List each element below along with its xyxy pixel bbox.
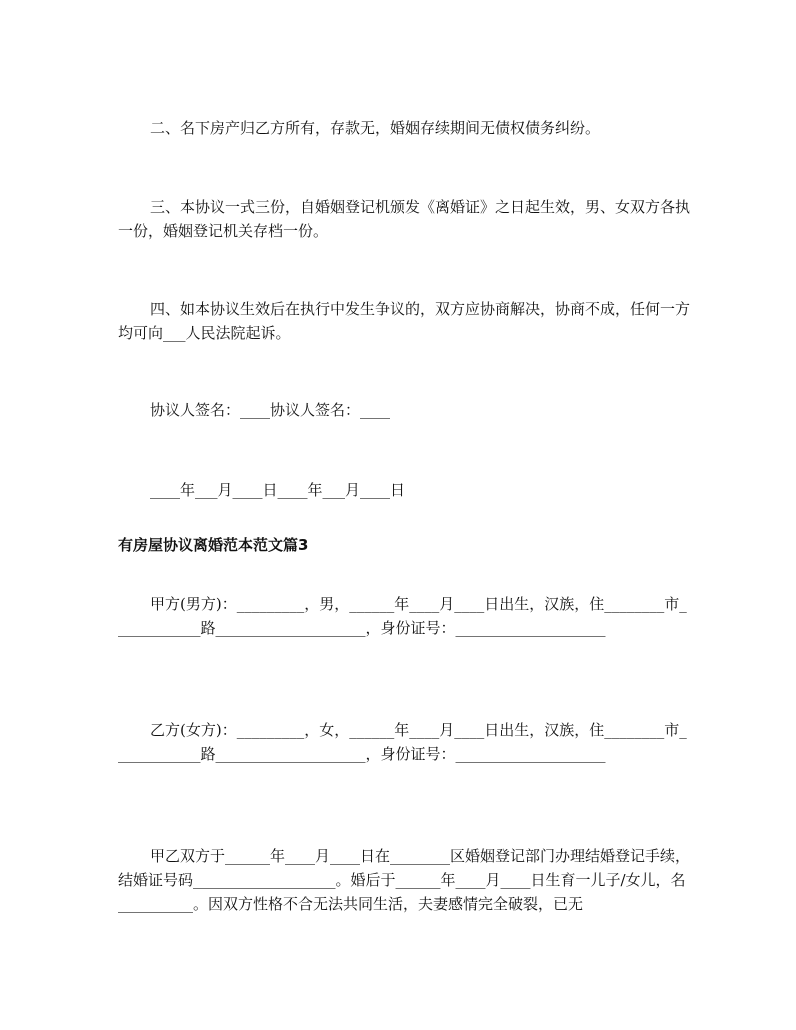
party-a-paragraph: 甲方(男方)：_________，男，______年____月____日出生，汉族，住________市____________路____________________，身份证号：____________________: [118, 595, 687, 637]
date-line: ____年___月____日____年___月____日: [150, 481, 406, 499]
clause-2-paragraph: 二、名下房产归乙方所有，存款无，婚姻存续期间无债权债务纠纷。: [150, 119, 601, 137]
party-b-paragraph: 乙方(女方)：_________，女，______年____月____日出生，汉族，住________市____________路____________________，身份证号：____________________: [118, 721, 687, 763]
marriage-info-paragraph: 甲乙双方于______年____月____日在________区婚姻登记部门办理结婚登记手续，结婚证号码___________________。婚后于______年____月____日生育一儿子/女儿，名__________。因双方性格不合无法共同生活，夫妻感情完全破裂，已无: [118, 847, 691, 913]
signature-line: 协议人签名：____协议人签名：____: [150, 401, 391, 419]
section-title: 有房屋协议离婚范本范文篇3: [118, 536, 309, 554]
clause-3-paragraph: 三、本协议一式三份，自婚姻登记机颁发《离婚证》之日起生效，男、女双方各执一份，婚姻登记机关存档一份。: [118, 198, 691, 240]
clause-4-paragraph: 四、如本协议生效后在执行中发生争议的，双方应协商解决，协商不成，任何一方均可向___人民法院起诉。: [118, 300, 691, 342]
